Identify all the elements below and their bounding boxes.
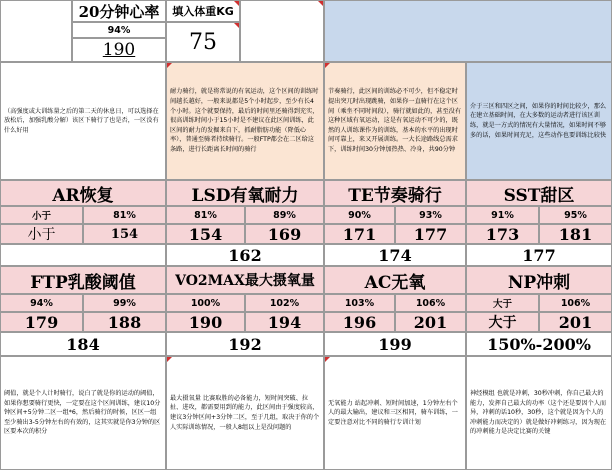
weight-input-field[interactable]: 75 [166,22,240,62]
zone-ftp-hr-low: 179 [0,312,83,332]
zone-np-pct-high: 106% [539,294,612,312]
header-blank-cell [240,0,324,62]
zone-np-summary: 150%-200% [466,332,612,356]
zone-ac-summary: 199 [324,332,466,356]
zone-ac-pct-low: 103% [324,294,395,312]
zone-te-pct-low: 90% [324,206,395,224]
zone-lsd-title: LSD有氧耐力 [166,180,324,206]
zone-lsd-hr-low: 154 [166,224,245,244]
zone-sst-pct-high: 95% [539,206,612,224]
zone-sst-summary: 177 [466,244,612,266]
zone-te-hr-high: 177 [395,224,466,244]
header-blue-panel [324,0,612,62]
zone-lsd-summary: 162 [166,244,324,266]
sst-description: 介于三区和四区之间，如果你的时间比较少，那么在建立基础时间，在大多数的运动者进行该区训练，就是一方式的情况有大量情况，如果时间不够多的话，如果时间充足，这些动作也要训练比较快 [466,62,612,180]
zone-np-pct-low: 大于 [466,294,539,312]
zone-ftp-summary: 184 [0,332,166,356]
zone-ac-pct-high: 106% [395,294,466,312]
zone-sst-hr-high: 181 [539,224,612,244]
zone-te-summary: 174 [324,244,466,266]
zone-np-hr-low: 大于 [466,312,539,332]
zone-te-hr-low: 171 [324,224,395,244]
zone-ar-hr-high: 154 [83,224,166,244]
weight-input-label: 填入体重KG [166,0,240,22]
zone-ftp-pct-low: 94% [0,294,83,312]
header-title: 20分钟心率 [72,0,166,22]
te-description: 节奏骑行，此区间的训练必不可少，但不稳定时提出突兀时出现跳骑，如果你一直骑行在这个区间（乘坐不同时间段），骑行就如此的，甚至没有这种区域有氧运动，这是有氧运动不可少的，既然的人训练课作为的训练，基本的水平的出现时间可靠上，来又开展训练。一大长途路线总需求下，训练时间30分钟加热热、冷身，共90分钟 [324,62,466,180]
recovery-description: （高强度或大训练量之后的第二天的休息日，可以选择在放松后，加强乳酸分解）该区下骑行了也是否，一区没有什么好用 [0,62,166,180]
zone-ac-hr-low: 196 [324,312,395,332]
header-hr-value: 190 [72,38,166,62]
ftp-description: 阈值，就是个人计时骑行，说白了就是你的运动的阈值，如果你想要骑行更快，一定要在这个区间训练，建议10分钟区间+5分钟二区一组*6，然后骑行的时候，区区一组至少骑出3-5分钟左右的有效的，这其实就是你3分钟的区区要本次的积分 [0,356,166,470]
zone-np-hr-high: 201 [539,312,612,332]
lsd-description: 耐力骑行，就是将常说的有氧运动，这个区间的训练时间越长越好，一般来说都是5个小时起步，至少有长4个小时。这个就要保持，最后的时间里还骑得到充实，很高训练时间小于15小时是不建议在此区间训练，此区间的耐力的发掘来自下，抓耐脂肪功能（降低心率），普通至骑者持续骑行。一般FTP都会在二区给这条路，进行长距离长时间的骑行 [166,62,324,180]
ac-description: 无氧能力 站起冲刺、短时间加速，1分钟左右个人的最大输出，建议和三区相同，骑车训练，一定要注意对比不同的骑行专训计划 [324,356,466,470]
zone-vo2-summary: 192 [166,332,324,356]
zone-ftp-pct-high: 99% [83,294,166,312]
zone-ar-hr-low: 小于 [0,224,83,244]
zone-te-pct-high: 93% [395,206,466,224]
zone-ar-summary [0,244,166,266]
zone-lsd-pct-low: 81% [166,206,245,224]
zone-vo2-hr-low: 190 [166,312,245,332]
zone-vo2-hr-high: 194 [245,312,324,332]
header-empty-cell [0,0,72,62]
zone-te-title: TE节奏骑行 [324,180,466,206]
vo2-description: 最大摄氧量 比赛取胜的必备能力，短时间突破、拉扯、进攻，都需要用到的能力，此区间由于强度较高，建议3分钟区间+3分钟二区，至于几组，取决于你的个人实际训练情况，一般人8组以上是没问题的 [166,356,324,470]
zone-ac-hr-high: 201 [395,312,466,332]
zone-sst-hr-low: 173 [466,224,539,244]
zone-vo2-pct-low: 100% [166,294,245,312]
np-description: 神经模组 也就是冲刺，30秒冲刺，你自己最大的能力，发挥自己最大的功率（这个还是要因个人而异，冲刺的话10秒，30秒，这个就是因为个人的冲刺能力而决定的）就是做好冲刺练习，因为现在的冲刺能力是决定比赛的关键 [466,356,612,470]
zone-lsd-pct-high: 89% [245,206,324,224]
zone-ac-title: AC无氧 [324,266,466,294]
zone-np-title: NP冲刺 [466,266,612,294]
zone-ar-title: AR恢复 [0,180,166,206]
zone-sst-title: SST甜区 [466,180,612,206]
zone-vo2-pct-high: 102% [245,294,324,312]
zone-sst-pct-low: 91% [466,206,539,224]
zone-ar-pct-low: 小于 [0,206,83,224]
zone-ar-pct-high: 81% [83,206,166,224]
zone-vo2-title: VO2MAX最大摄氧量 [166,266,324,294]
zone-ftp-hr-high: 188 [83,312,166,332]
zone-lsd-hr-high: 169 [245,224,324,244]
header-hr-percent: 94% [72,22,166,38]
zone-ftp-title: FTP乳酸阈值 [0,266,166,294]
